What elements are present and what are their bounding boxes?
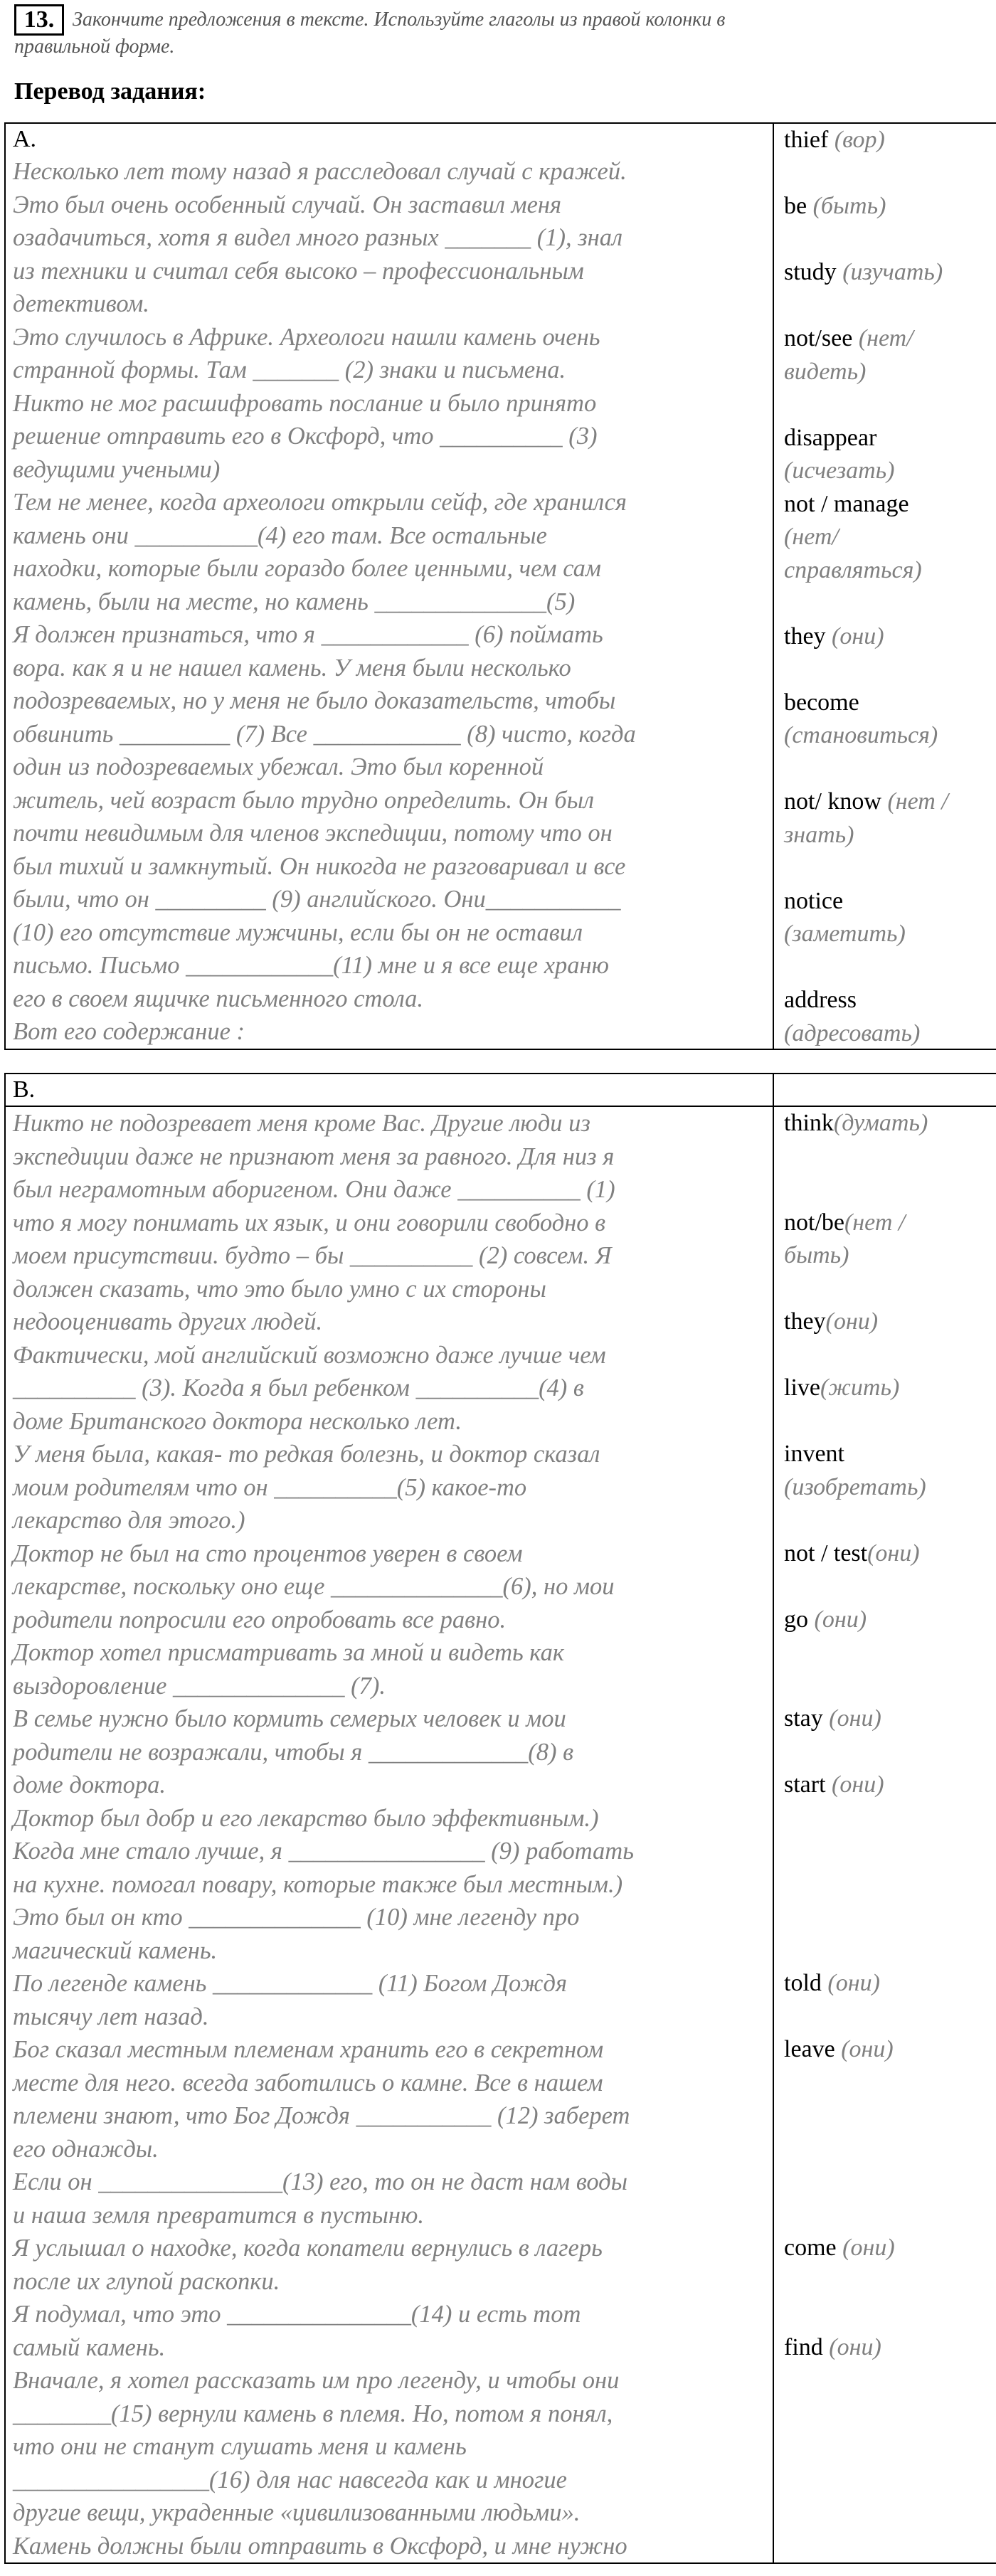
- task-instruction-line-1: Закончите предложения в тексте. Используйте глаголы из правой колонки в: [73, 9, 726, 31]
- verb-translation-cont: быть): [784, 1242, 849, 1268]
- verb-english: become: [784, 689, 859, 716]
- verb-translation: (думать): [833, 1110, 928, 1136]
- verb-english: invent: [784, 1441, 844, 1467]
- verb-translation: (быть): [812, 193, 886, 219]
- part-b-text-line: другие вещи, украденные «цивилизованными людьми».: [13, 2499, 581, 2526]
- verb-item: [784, 256, 943, 290]
- part-b-text-line: Фактически, мой английский возможно даже лучше чем: [13, 1341, 606, 1369]
- part-b-text-line: Доктор не был на сто процентов уверен в своем: [13, 1539, 523, 1567]
- verb-english: disappear: [784, 424, 877, 451]
- part-a-text-line: Тем не менее, когда археологи открыли сейф, где хранился: [13, 489, 627, 516]
- part-b-text-line: родители попросили его опробовать все равно.: [13, 1606, 507, 1633]
- task-instruction-line-2: правильной форме.: [14, 36, 175, 58]
- part-a-label: A.: [13, 126, 37, 152]
- part-b-text-line: недооценивать других людей.: [13, 1308, 323, 1335]
- verb-item: [784, 984, 920, 1050]
- part-b-text-line: Никто не подозревает меня кроме Вас. Другие люди из: [13, 1110, 590, 1137]
- verb-english: study: [784, 259, 843, 285]
- verb-translation: (они): [832, 622, 884, 650]
- part-b-text: [13, 1107, 773, 2562]
- part-a-text-line: житель, чей возраст было трудно определить. Он был: [13, 786, 594, 814]
- verb-item: [784, 2232, 895, 2265]
- verb-english: told: [784, 1970, 828, 1996]
- verb-translation: (они): [829, 1705, 881, 1732]
- verb-item: [784, 124, 885, 157]
- part-a-text-line: камень, были на месте, но камень ______________(5): [13, 588, 576, 615]
- verb-item: [784, 1604, 867, 1637]
- part-b-text-line: У меня была, какая- то редкая болезнь, и доктор сказал: [13, 1441, 600, 1468]
- part-b-text-line: на кухне. помогал повару, которые также был местным.): [13, 1870, 623, 1898]
- verb-english: be: [784, 193, 813, 219]
- verb-translation: (нет /: [844, 1209, 906, 1236]
- verb-translation-cont: (нет/: [784, 524, 839, 550]
- verb-translation-cont: видеть): [784, 358, 867, 385]
- part-a-text-line: подозреваемых, но у меня не было доказательств, чтобы: [13, 687, 616, 714]
- verb-translation-cont: (заметить): [784, 921, 906, 947]
- part-b-text-line: самый камень.: [13, 2333, 166, 2361]
- part-a-table: [4, 122, 996, 1050]
- part-b-text-line: В семье нужно было кормить семерых человек и мои: [13, 1705, 566, 1732]
- part-a-text-line: Вот его содержание :: [13, 1018, 245, 1045]
- verb-english: not/see: [784, 325, 859, 351]
- verb-translation: (они): [825, 1308, 879, 1335]
- part-a-text-line: был тихий и замкнутый. Он никогда не разговаривал и все: [13, 852, 626, 880]
- part-b-text-line: тысячу лет назад.: [13, 2003, 209, 2030]
- verb-english: they: [784, 622, 832, 650]
- part-b-text-line: __________ (3). Когда я был ребенком __________(4) в: [13, 1374, 584, 1401]
- part-b-text-line: должен сказать, что это было умно с их стороны: [13, 1275, 546, 1303]
- part-b-text-line: доме Британского доктора несколько лет.: [13, 1407, 462, 1435]
- part-a-text-line: Я должен признаться, что я ____________ (6) поймать: [13, 621, 603, 648]
- part-b-text-line: Я услышал о находке, когда копатели вернулись в лагерь: [13, 2235, 603, 2262]
- part-b-text-line: что они не станут слушать меня и камень: [13, 2433, 467, 2460]
- part-b-text-line: доме доктора.: [13, 1771, 166, 1798]
- part-b-text-line: моим родителям что он __________(5) какое-то: [13, 1473, 527, 1501]
- verb-translation: (нет /: [887, 788, 948, 815]
- part-a-text-line: ведущими учеными): [13, 455, 221, 483]
- verb-translation: (нет/: [858, 325, 913, 351]
- verb-translation: (они): [842, 2235, 895, 2261]
- verb-english: address: [784, 987, 857, 1013]
- verb-english: thief: [784, 127, 835, 153]
- part-a-text-cell: [5, 123, 773, 1049]
- verb-english: not/be: [784, 1209, 844, 1236]
- verb-item: [784, 2033, 894, 2067]
- part-a-text-line: озадачиться, хотя я видел много разных _______ (1), знал: [13, 224, 623, 251]
- part-a-text-line: Никто не мог расшифровать послание и было принято: [13, 389, 597, 417]
- part-b-text-line: был неграмотным аборигеном. Они даже __________ (1): [13, 1176, 615, 1203]
- verb-item: [784, 620, 884, 654]
- verb-english: think: [784, 1110, 834, 1136]
- verb-translation: (они): [867, 1539, 920, 1567]
- part-b-label-cell: [5, 1074, 773, 1106]
- part-b-label: B.: [13, 1076, 36, 1103]
- part-b-text-line: Бог сказал местным племенам хранить его в секретном: [13, 2036, 604, 2063]
- verb-item: [784, 1537, 920, 1571]
- part-b-verbs: [784, 1107, 996, 2530]
- verb-translation-cont: справляться): [784, 556, 922, 583]
- verb-english: come: [784, 2235, 843, 2261]
- part-a-text: [13, 155, 773, 1049]
- part-b-text-line: экспедиции даже не признают меня за равного. Для низ я: [13, 1143, 615, 1170]
- part-b-text-line: Я подумал, что это _______________(14) и есть тот: [13, 2301, 581, 2328]
- verb-translation-cont: (адресовать): [784, 1019, 921, 1046]
- verb-item: [784, 1769, 884, 1802]
- part-b-text-line: лекарство для этого.): [13, 1507, 245, 1534]
- verb-translation-cont: (становиться): [784, 722, 938, 748]
- task-header: [14, 4, 989, 58]
- part-a-text-line: были, что он _________ (9) английского. Они___________: [13, 886, 621, 913]
- verb-item: [784, 488, 922, 588]
- verb-english: not / test: [784, 1539, 868, 1567]
- part-b-text-line: Вначале, я хотел рассказать им про легенду, и чтобы они: [13, 2367, 620, 2394]
- verb-item: [784, 322, 913, 388]
- part-b-text-line: Камень должны были отправить в Оксфорд, и мне нужно: [13, 2532, 627, 2560]
- part-b-text-line: месте для него. всегда заботились о камне. Все в нашем: [13, 2069, 603, 2097]
- verb-translation: (изучать): [842, 259, 943, 285]
- part-a-verbs-cell: [773, 123, 996, 1049]
- part-b-text-line: родители не возражали, чтобы я _____________(8) в: [13, 1738, 574, 1766]
- part-a-text-line: его в своем ящичке письменного стола.: [13, 985, 424, 1012]
- part-a-text-line: обвинить _________ (7) Все ____________ (8) чисто, когда: [13, 720, 636, 748]
- part-a-text-line: Несколько лет тому назад я расследовал случай с кражей.: [13, 158, 627, 185]
- part-b-text-line: его однажды.: [13, 2135, 159, 2163]
- part-b-text-line: ________________(16) для нас навсегда как и многие: [13, 2466, 567, 2493]
- part-a-text-line: вора. как я и не нашел камень. У меня были несколько: [13, 654, 571, 682]
- verb-item: [784, 785, 948, 852]
- verb-english: live: [784, 1374, 820, 1401]
- verb-item: [784, 1372, 899, 1405]
- part-a-text-line: один из подозреваемых убежал. Это был коренной: [13, 753, 544, 780]
- part-b-text-line: Это был он кто ______________ (10) мне легенду про: [13, 1904, 580, 1931]
- part-a-text-line: письмо. Письмо ____________(11) мне и я все еще храню: [13, 952, 609, 979]
- part-b-text-line: после их глупой раскопки.: [13, 2267, 280, 2295]
- verb-translation: (они): [841, 2036, 894, 2062]
- verb-item: [784, 1438, 926, 1504]
- part-b-verbs-cell: [773, 1106, 996, 2563]
- verb-english: stay: [784, 1705, 830, 1732]
- part-a-text-line: детективом.: [13, 290, 149, 317]
- part-a-text-line: решение отправить его в Оксфорд, что __________ (3): [13, 423, 598, 450]
- part-b-text-line: и наша земля превратится в пустыню.: [13, 2201, 424, 2229]
- part-b-text-line: выздоровление ______________ (7).: [13, 1672, 386, 1700]
- verb-english: find: [784, 2333, 830, 2360]
- verb-translation: (они): [829, 2333, 881, 2360]
- part-a-text-line: почти невидимым для членов экспедиции, потому что он: [13, 820, 613, 847]
- verb-english: notice: [784, 887, 844, 914]
- part-b-text-cell: [5, 1106, 773, 2563]
- part-a-verbs: [784, 124, 996, 1046]
- verb-translation: (они): [827, 1970, 880, 1996]
- part-b-text-line: По легенде камень _____________ (11) Богом Дождя: [13, 1970, 567, 1997]
- verb-item: [784, 1107, 928, 1140]
- part-b-text-line: что я могу понимать их язык, и они говорили свободно в: [13, 1209, 606, 1236]
- verb-english: start: [784, 1771, 832, 1798]
- task-number: 13.: [14, 4, 64, 36]
- verb-english: they: [784, 1308, 826, 1335]
- verb-translation-cont: знать): [784, 821, 854, 848]
- part-a-text-line: странной формы. Там _______ (2) знаки и письмена.: [13, 356, 566, 383]
- part-b-text-line: магический камень.: [13, 1936, 218, 1964]
- verb-item: [784, 422, 894, 488]
- verb-item: [784, 2331, 881, 2365]
- verb-translation: (жить): [820, 1374, 900, 1401]
- verb-translation: (они): [814, 1606, 867, 1633]
- part-b-text-line: Доктор был добр и его лекарство было эффективным.): [13, 1804, 599, 1832]
- part-a-text-line: Это случилось в Африке. Археологи нашли камень очень: [13, 323, 600, 351]
- verb-english: not/ know: [784, 788, 888, 815]
- part-b-text-line: лекарстве, поскольку оно еще ______________(6), но мои: [13, 1573, 615, 1600]
- part-a-text-line: камень они __________(4) его там. Все остальные: [13, 521, 547, 549]
- verb-item: [784, 687, 938, 753]
- verb-translation-cont: (исчезать): [784, 457, 895, 484]
- verb-english: go: [784, 1606, 815, 1633]
- part-b-table: [4, 1073, 996, 2564]
- verb-item: [784, 1207, 905, 1273]
- verb-english: not / manage: [784, 490, 909, 517]
- part-b-text-line: Когда мне стало лучше, я ________________ (9) работать: [13, 1838, 634, 1865]
- part-a-text-line: (10) его отсутствие мужчины, если бы он не оставил: [13, 918, 583, 946]
- part-b-label-right-cell: [773, 1074, 996, 1106]
- part-b-text-line: Доктор хотел присматривать за мной и видеть как: [13, 1639, 564, 1666]
- task-instruction: [73, 6, 983, 34]
- part-a-text-line: Это был очень особенный случай. Он заставил меня: [13, 191, 562, 218]
- verb-translation-cont: (изобретать): [784, 1473, 926, 1500]
- verb-item: [784, 1305, 878, 1339]
- part-b-text-line: ________(15) вернули камень в племя. Но, потом я понял,: [13, 2400, 613, 2427]
- part-a-text-line: из техники и считал себя высоко – профессиональным: [13, 257, 584, 285]
- part-b-text-line: моем присутствии. будто – бы __________ (2) совсем. Я: [13, 1242, 612, 1269]
- verb-english: leave: [784, 2036, 842, 2062]
- part-b-text-line: Если он _______________(13) его, то он не даст нам воды: [13, 2168, 627, 2195]
- translation-title: Перевод задания:: [14, 78, 206, 105]
- verb-item: [784, 1967, 880, 2000]
- verb-item: [784, 885, 906, 951]
- verb-translation: (вор): [834, 127, 885, 153]
- verb-item: [784, 190, 886, 223]
- verb-item: [784, 1702, 881, 1736]
- part-b-text-line: племени знают, что Бог Дождя ___________ (12) заберет: [13, 2102, 630, 2129]
- verb-translation: (они): [832, 1771, 884, 1798]
- part-a-text-line: находки, которые были гораздо более ценными, чем сам: [13, 555, 601, 582]
